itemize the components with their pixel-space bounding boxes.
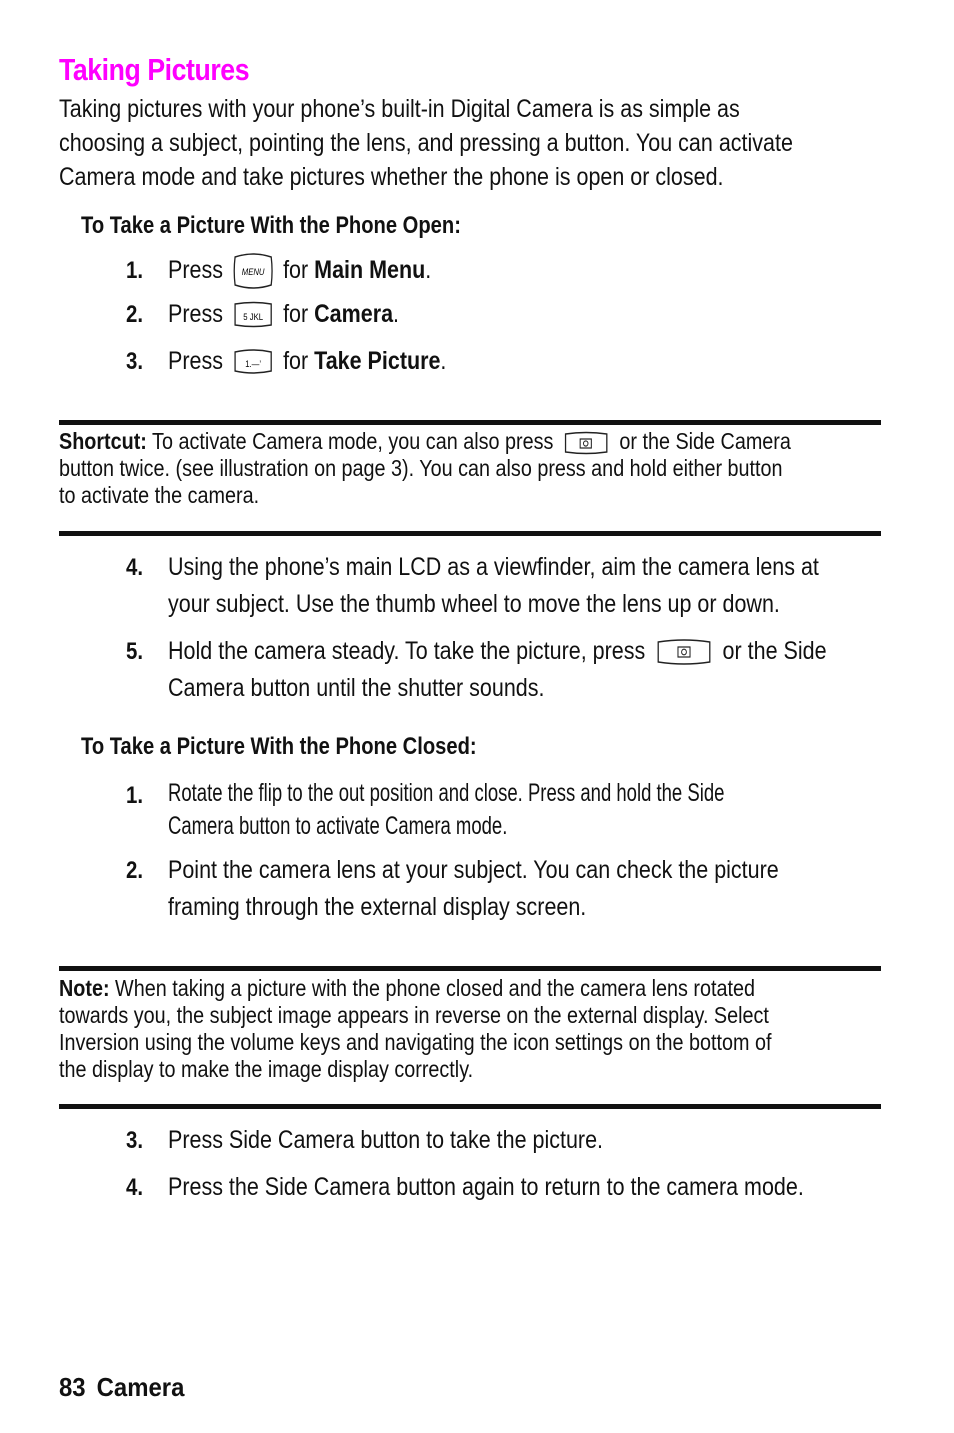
divider [59,1104,881,1109]
note-callout [0,975,954,1090]
step-text: Using the phone’s main LCD as a viewfinder, aim the camera lens at [168,553,819,581]
shortcut-text: To activate Camera mode, you can also press [152,428,554,454]
list-item [0,777,954,847]
intro-line: Taking pictures with your phone’s built-in Digital Camera is as simple as [59,95,740,123]
camera-key-icon [655,638,713,666]
step-number: 3. [126,348,144,375]
note-label: Note: [59,975,110,1001]
note-body [59,975,876,1083]
list-item [0,296,954,336]
step-text: framing through the external display screen. [168,893,587,921]
key-label: MENU [241,266,265,278]
step-number: 1. [126,257,144,284]
step-target: Main Menu [314,256,426,284]
step-text: Press [168,347,223,375]
footer-section: Camera [96,1372,185,1402]
list-item [0,633,954,713]
step-text: for [283,256,309,284]
step-text: Press [168,256,223,284]
shortcut-text: to activate the camera. [59,482,260,508]
step-punct: . [440,347,447,375]
step-number: 3. [126,1127,144,1154]
step-text: Press the Side Camera button again to return to the camera mode. [168,1173,804,1201]
section-heading-phone-open: To Take a Picture With the Phone Open: [81,212,461,239]
step-text: Point the camera lens at your subject. You can check the picture [168,856,779,884]
menu-key-icon [232,253,273,289]
divider [59,420,881,425]
list-item [0,1122,954,1162]
divider [59,966,881,971]
step-text: your subject. Use the thumb wheel to move the lens up or down. [168,590,780,618]
step-number: 2. [126,301,144,328]
intro-line: choosing a subject, pointing the lens, and pressing a button. You can activate [59,129,793,157]
step-target: Camera [314,300,394,328]
note-text: Inversion using the volume keys and navigating the icon settings on the bottom of [59,1029,772,1055]
step-text: Press [168,300,223,328]
step-text: or the Side [722,637,827,665]
shortcut-text: or the Side Camera [619,428,791,454]
step-text: Camera button to activate Camera mode. [168,812,508,840]
shortcut-label: Shortcut: [59,428,147,454]
list-item [0,252,954,292]
step-number: 5. [126,638,144,665]
one-key-icon [232,348,273,376]
five-key-icon [232,301,273,329]
divider [59,531,881,536]
key-label: 1.—’ [245,358,261,370]
camera-key-icon [562,431,610,455]
page-number: 83 [59,1372,86,1402]
list-item [0,1169,954,1209]
step-number: 4. [126,554,144,581]
section-heading-phone-closed: To Take a Picture With the Phone Closed: [81,733,477,760]
step-text: Press Side Camera button to take the picture. [168,1126,604,1154]
step-text: Hold the camera steady. To take the picture, press [168,637,646,665]
note-text: When taking a picture with the phone closed and the camera lens rotated [115,975,755,1001]
note-text: the display to make the image display correctly. [59,1056,474,1082]
step-punct: . [425,256,432,284]
list-item [0,549,954,629]
intro-paragraph [59,92,876,194]
step-number: 2. [126,857,144,884]
step-number: 4. [126,1174,144,1201]
step-target: Take Picture [314,347,441,375]
shortcut-text: button twice. (see illustration on page 3). You can also press and hold either button [59,455,783,481]
intro-line: Camera mode and take pictures whether the phone is open or closed. [59,163,724,191]
key-label: 5 JKL [243,311,263,323]
list-item [0,852,954,932]
step-number: 1. [126,782,144,809]
shortcut-body [59,428,876,509]
page-footer [59,1372,184,1403]
step-text: Rotate the flip to the out position and close. Press and hold the Side [168,779,725,807]
note-text: towards you, the subject image appears in reverse on the external display. Select [59,1002,769,1028]
step-punct: . [393,300,400,328]
shortcut-callout [0,428,954,518]
step-text: for [283,347,309,375]
step-text: Camera button until the shutter sounds. [168,674,545,702]
step-text: for [283,300,309,328]
page-title: Taking Pictures [59,52,250,87]
list-item [0,343,954,383]
